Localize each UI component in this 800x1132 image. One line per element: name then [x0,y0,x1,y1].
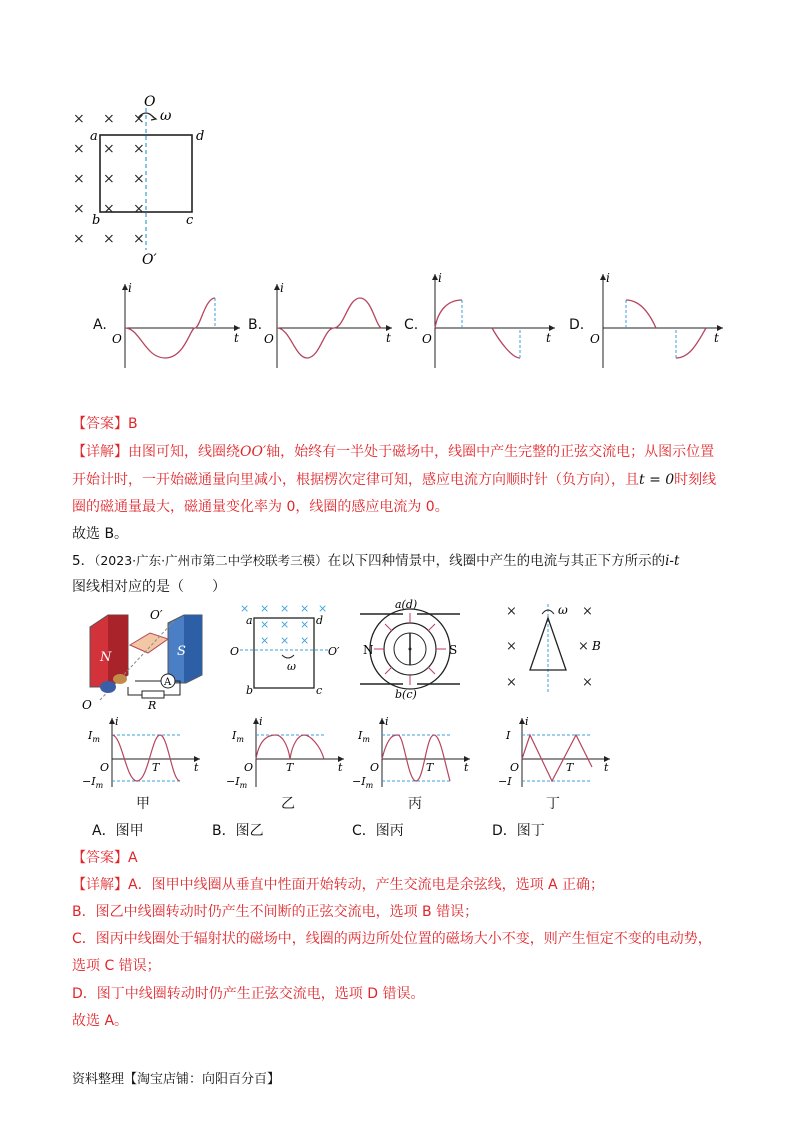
svg-text:O: O [264,332,274,346]
q5-graph-yi [226,715,348,790]
q4-conclusion: 故选 B。 [72,526,129,542]
q4-graph-c [420,270,560,370]
svg-text:×: × [133,201,145,217]
svg-text:×: × [300,634,310,647]
svg-text:T: T [426,761,434,774]
svg-text:×: × [133,111,145,127]
svg-text:b(c): b(c) [395,688,417,701]
svg-text:−Im: $-I_m$ [82,775,104,790]
svg-text:O: O [112,332,122,346]
svg-text:O: O [230,645,240,658]
svg-text:×: × [133,171,145,187]
svg-text:i: i [280,281,284,295]
svg-text:O: O [510,761,520,774]
q5-detail-b: B．图乙中线圈转动时仍产生不间断的正弦交流电，选项 B 错误； [72,904,479,920]
svg-text:×: × [506,604,517,619]
option-a-label: A. [93,317,107,333]
q5-graph-bing [352,715,474,790]
q5-detail-d: D．图丁中线圈转动时仍产生正弦交流电，选项 D 错误。 [72,986,425,1002]
svg-text:O′: O′ [150,608,163,622]
svg-text:×: × [506,639,517,654]
svg-text:t: t [546,331,551,345]
footer-source: 资料整理【淘宝店铺：向阳百分百】 [72,1072,281,1087]
svg-text:t: t [386,331,391,345]
q4-detail-line2: 开始计时，一开始磁通量向里减小，根据楞次定律可知，感应电流方向顺时针（负方向），且t = 0时刻线 [72,472,717,488]
svg-text:×: × [582,675,593,690]
svg-text:O: O [100,761,110,774]
choice-b: B．图乙 [212,823,264,839]
svg-text:×: × [133,141,145,157]
svg-text:Im: $I_m$ [358,729,370,744]
svg-text:O′: O′ [328,645,340,658]
svg-text:A: A [164,677,172,688]
answer-value: A [128,850,138,866]
q5-graph-jia [82,715,204,790]
svg-text:×: × [260,602,270,615]
svg-text:T: T [286,761,294,774]
svg-text:S: S [449,643,458,657]
q4-detail-line3: 圈的磁通量最大，磁通量变化率为 0，线圈的感应电流为 0。 [72,499,449,515]
caption-ding: 丁 [546,796,560,812]
resistor [142,691,164,698]
svg-text:i: i [128,281,132,295]
svg-text:a(d): a(d) [395,598,418,611]
label-O-prime: O′ [142,252,157,268]
q5-conclusion: 故选 A。 [72,1013,129,1029]
svg-text:T: T [566,761,574,774]
label-O: O [144,94,156,110]
q4-graph-a [110,280,245,370]
q4-graph-b [262,280,397,370]
svg-text:i: i [115,715,119,728]
q4-answer [72,411,138,437]
svg-text:×: × [582,604,593,619]
svg-text:i: i [385,715,389,728]
caption-jia: 甲 [136,796,150,812]
current-curve [435,300,462,328]
svg-text:O: O [590,332,600,346]
svg-text:O: O [370,761,380,774]
math-OO-prime: OO′ [240,444,267,460]
svg-text:×: × [73,141,85,157]
q5-answer [72,845,138,871]
svg-text:t: t [234,331,239,345]
q5-detail-c2: 选项 C 错误； [72,958,161,974]
option-b-label: B. [248,317,263,333]
svg-text:×: × [280,618,290,631]
magnetic-field-crosses [73,111,145,247]
svg-text:t: t [464,761,469,774]
svg-text:i: i [259,715,263,728]
current-curve [626,300,656,328]
caption-bing: 丙 [408,796,422,812]
svg-text:×: × [73,201,85,217]
label-b: b [92,213,101,228]
svg-text:a: a [246,614,253,627]
svg-text:T: T [152,761,160,774]
svg-text:×: × [318,602,328,615]
svg-text:×: × [260,634,270,647]
question-source: （2023·广东·广州市第二中学校联考三模） [94,553,328,568]
coil [130,633,168,653]
answer-label: 【答案】 [72,416,128,432]
q5-figure-jia [80,605,220,710]
svg-text:×: × [240,602,250,615]
svg-text:−Im: $-I_m$ [226,775,248,790]
choice-d: D．图丁 [492,823,545,839]
svg-text:−I: −I [498,775,512,788]
svg-text:i: i [438,271,442,285]
math-t-zero: t = 0 [639,472,675,488]
current-curve [256,735,324,759]
svg-text:ω: ω [558,603,568,617]
detail-label: 【详解】 [72,877,128,893]
svg-text:×: × [506,675,517,690]
svg-text:×: × [300,618,310,631]
choice-a: A．图甲 [92,823,144,839]
svg-text:I: I [506,729,511,742]
q5-stem-line2: 图线相对应的是（ ） [72,579,226,595]
svg-text:×: × [300,602,310,615]
svg-text:Im: $I_m$ [232,729,244,744]
svg-text:c: c [316,684,323,697]
q5-detail-c1: C．图丙中线圈处于辐射状的磁场中，线圈的两边所处位置的磁场大小不变，则产生恒定不变的电动势， [72,931,712,947]
svg-text:d: d [316,614,324,627]
svg-text:S: S [177,644,186,659]
q4-graph-d [588,270,728,370]
svg-text:×: × [280,634,290,647]
svg-text:i: i [606,271,610,285]
svg-text:×: × [103,231,115,247]
q5-stem-line1: 5．（2023·广东·广州市第二中学校联考三模）在以下四种情景中，线圈中产生的电流与其正下方所示的i-t [72,553,680,569]
label-a: a [90,129,98,144]
answer-label: 【答案】 [72,850,128,866]
label-omega: ω [160,108,172,124]
svg-text:×: × [73,231,85,247]
svg-text:×: × [73,111,85,127]
svg-text:i: i [525,715,529,728]
svg-text:−Im: $-I_m$ [352,775,374,790]
svg-text:×: × [260,618,270,631]
svg-text:Im: $I_m$ [88,729,100,744]
current-curve [382,735,450,781]
detail-label: 【详解】 [72,444,128,460]
svg-text:t: t [194,761,199,774]
q5-figure-ding [500,600,610,695]
svg-text:×: × [280,602,290,615]
svg-text:N: N [100,650,112,665]
option-c-label: C. [404,317,419,333]
svg-text:×: × [103,171,115,187]
svg-text:R: R [148,699,157,712]
svg-text:×: × [103,111,115,127]
svg-text:×: × [103,201,115,217]
q5-figure-bing [355,598,465,700]
q4-loop-figure [60,90,240,270]
label-d: d [196,129,205,144]
svg-text:O: O [422,332,432,346]
svg-text:b: b [246,684,254,697]
answer-value: B [128,416,138,432]
caption-yi: 乙 [281,796,295,812]
q5-detail-a: 【详解】A．图甲中线圈从垂直中性面开始转动，产生交流电是余弦线，选项 A 正确； [72,877,605,893]
svg-text:O: O [82,698,92,712]
svg-text:×: × [73,171,85,187]
q5-graph-ding [492,715,614,790]
svg-text:t: t [338,761,343,774]
question-number: 5． [72,553,95,569]
option-d-label: D. [569,317,585,333]
current-curve [522,735,592,781]
svg-text:×: × [578,639,589,654]
svg-text:t: t [714,331,719,345]
label-c: c [186,213,194,228]
svg-text:×: × [133,231,145,247]
svg-text:N: N [363,643,374,657]
svg-text:t: t [604,761,609,774]
q4-detail-line1: 【详解】由图可知，线圈绕OO′轴，始终有一半处于磁场中，线圈中产生完整的正弦交流电；从图示位置 [72,444,715,460]
svg-text:B: B [592,639,601,653]
current-curve [112,735,180,781]
choice-c: C．图丙 [352,823,404,839]
svg-text:×: × [103,141,115,157]
q5-figure-yi [232,600,342,705]
svg-text:O: O [244,761,254,774]
svg-text:ω: ω [287,660,296,673]
